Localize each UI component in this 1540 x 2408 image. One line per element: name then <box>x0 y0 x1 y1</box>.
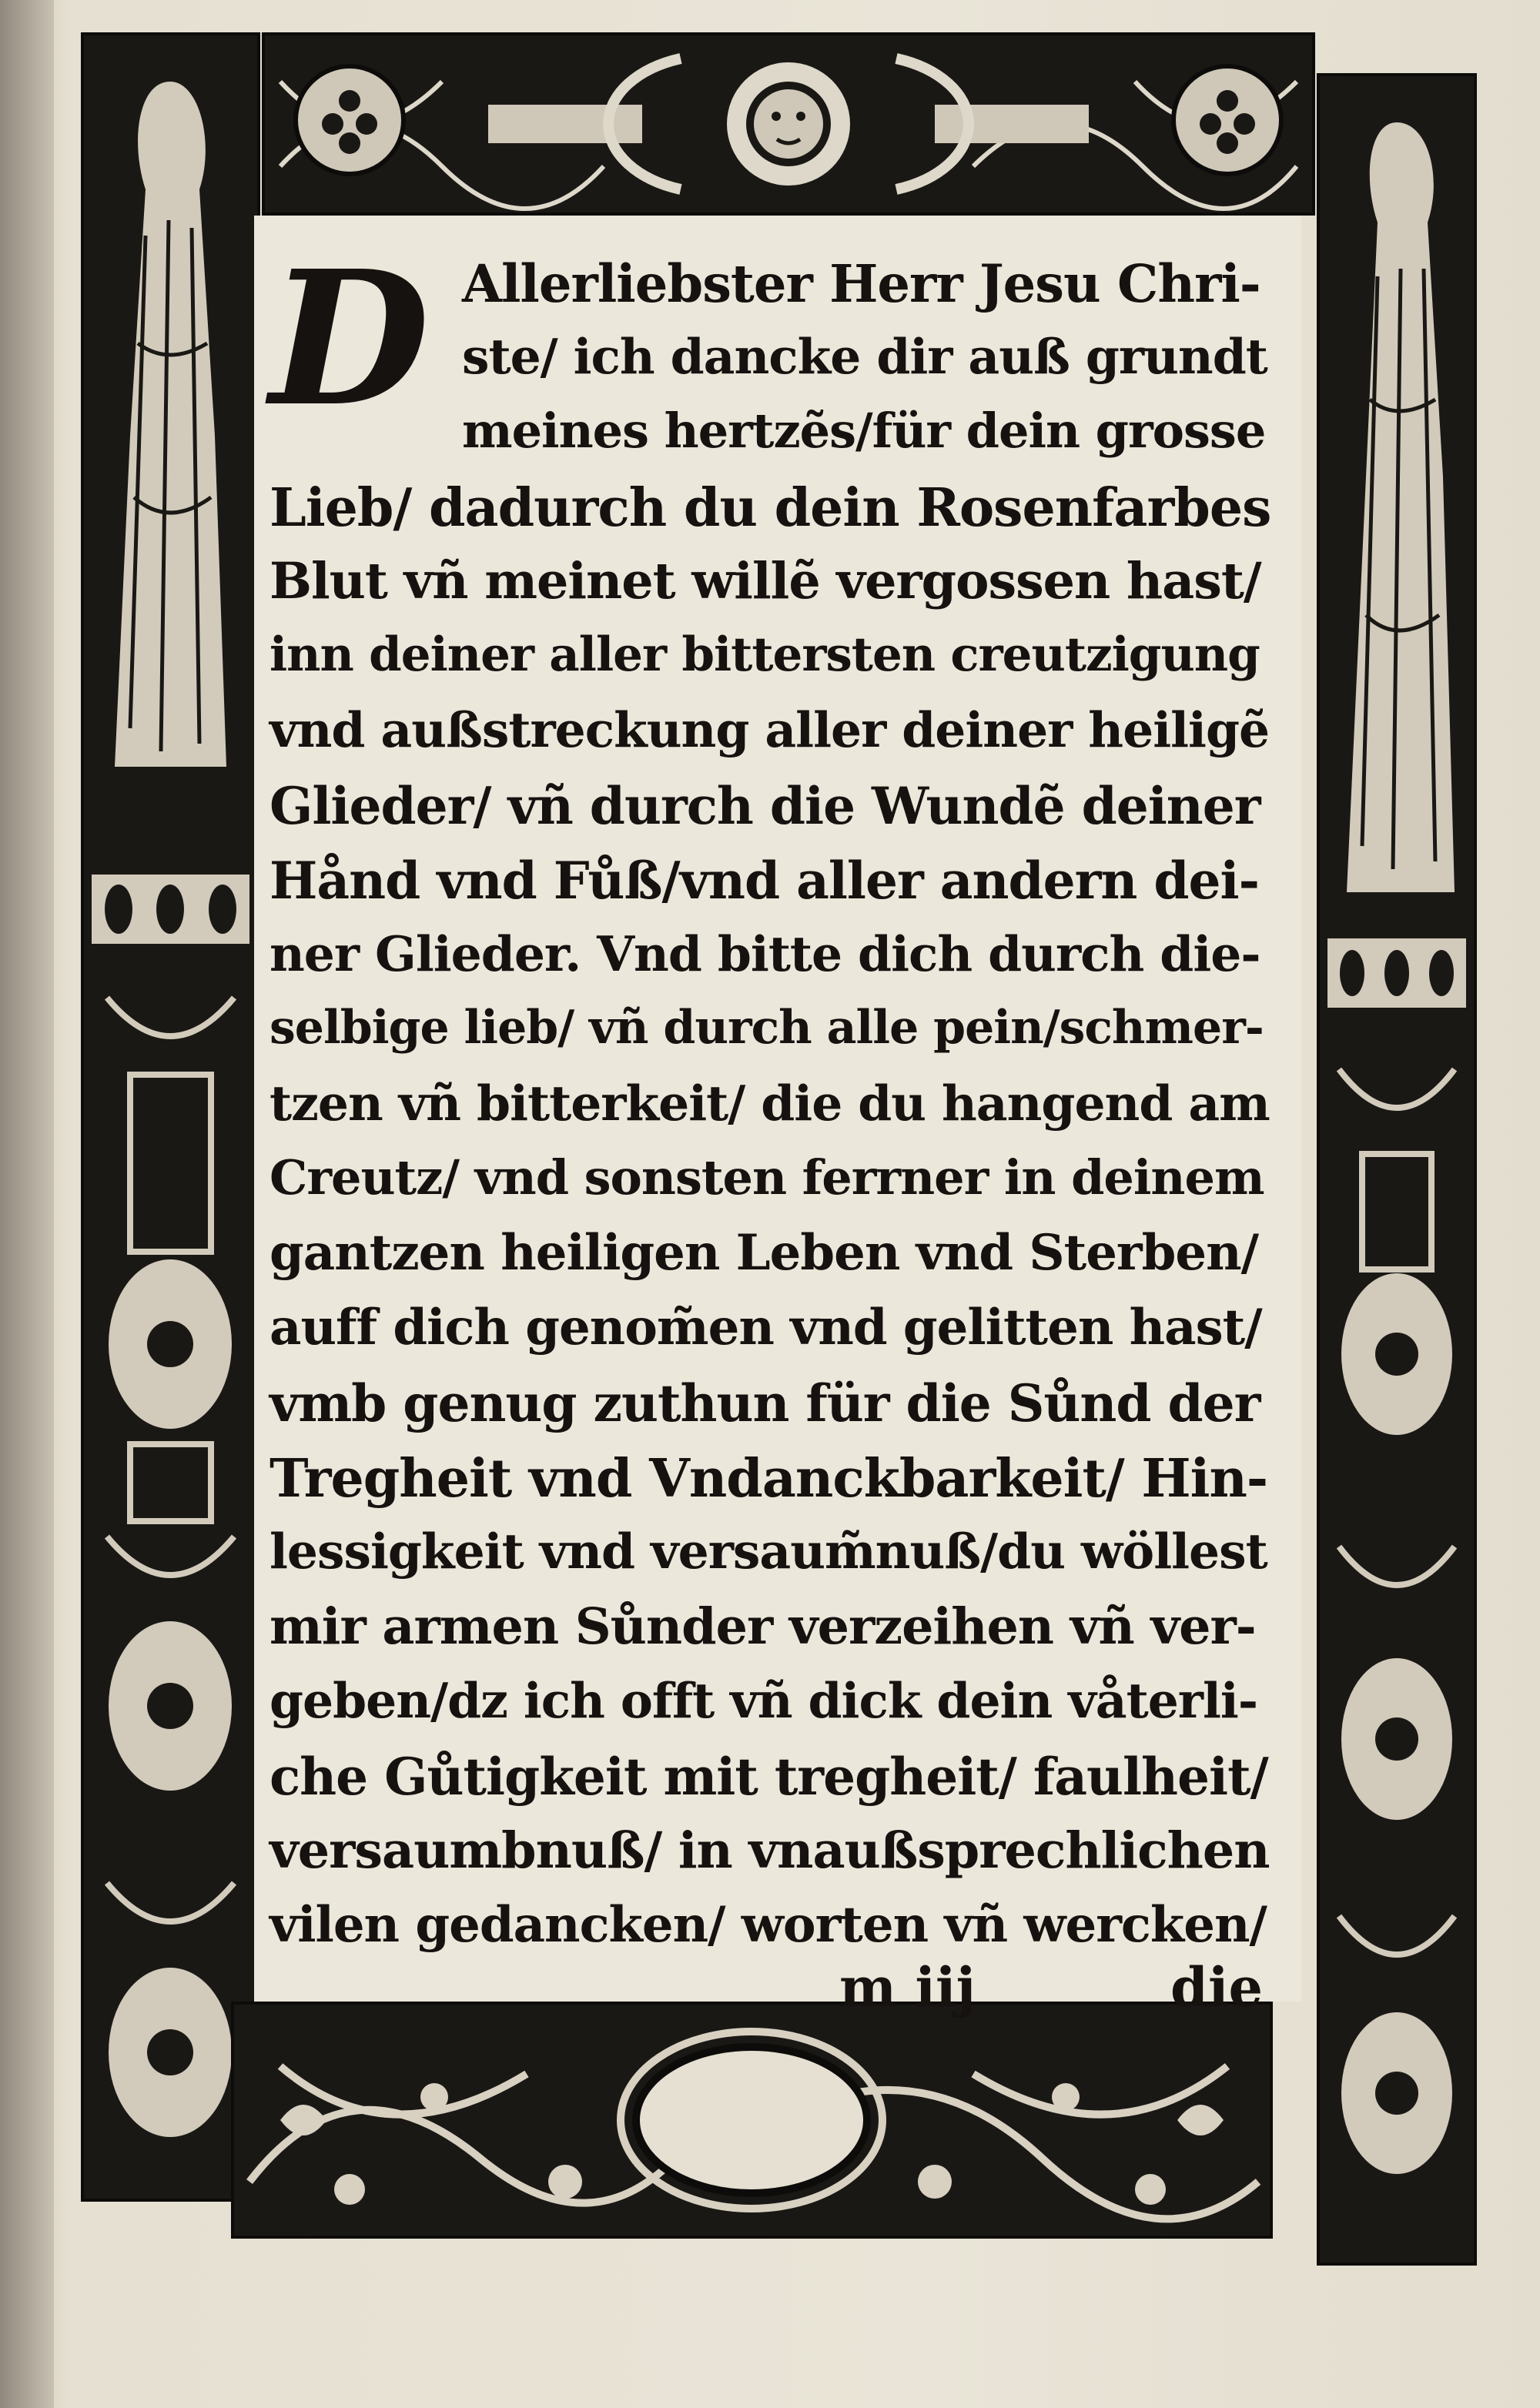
text-line: auff dich genom̃en vnd gelitten hast/ <box>270 1299 1262 1356</box>
text-line: selbige lieb/ vñ durch alle pein/schmer- <box>270 1001 1264 1055</box>
catchword: die <box>1170 1955 1264 2019</box>
text-line: Hånd vnd Fůß/vnd aller andern dei- <box>270 851 1259 911</box>
text-line: vmb genug zuthun für die Sůnd der <box>270 1373 1260 1433</box>
signature-mark: m iij <box>839 1955 976 2019</box>
text-line: che Gůtigkeit mit tregheit/ faulheit/ <box>270 1747 1268 1807</box>
text-line: ste/ ich dancke dir auß grundt <box>462 328 1267 385</box>
text-line: inn deiner aller bittersten creutzigung <box>270 627 1260 682</box>
text-line: Lieb/ dadurch du dein Rosenfarbes <box>270 477 1271 539</box>
text-line: tzen vñ bitterkeit/ die du hangend am <box>270 1075 1270 1132</box>
decorated-initial: D <box>270 230 430 447</box>
saint-column-ornament-icon <box>1320 76 1474 2263</box>
text-line: geben/dz ich offt vñ dick dein våterli- <box>270 1672 1258 1729</box>
text-line: Tregheit vnd Vndanckbarkeit/ Hin- <box>270 1448 1268 1510</box>
text-line: Blut vñ meinet willẽ vergossen hast/ <box>270 552 1261 610</box>
right-woodcut-border <box>1317 73 1477 2266</box>
text-line: versaumbnuß/ in vnaußsprechlichen <box>270 1821 1270 1880</box>
text-line: vilen gedancken/ worten vñ wercken/ <box>270 1896 1267 1954</box>
text-line: Glieder/ vñ durch die Wundẽ deiner <box>270 776 1260 836</box>
text-line: lessigkeit vnd versaum̃nuß/du wöllest <box>270 1523 1267 1580</box>
bottom-woodcut-border <box>231 2002 1273 2239</box>
top-woodcut-border <box>262 32 1315 216</box>
text-line: Allerliebster Herr Jesu Chri- <box>462 253 1260 314</box>
sun-moon-ornament-icon <box>265 35 1312 212</box>
left-woodcut-border <box>81 32 260 2202</box>
text-line: Creutz/ vnd sonsten ferrner in deinem <box>270 1149 1264 1206</box>
foliage-cartouche-ornament-icon <box>234 2005 1270 2236</box>
text-line: meines hertzẽs/für dein grosse <box>462 403 1266 459</box>
text-line: ner Glieder. Vnd bitte dich durch die- <box>270 925 1260 982</box>
text-line: gantzen heiligen Leben vnd Sterben/ <box>270 1224 1258 1282</box>
prophet-column-ornament-icon <box>84 35 257 2199</box>
text-line: mir armen Sůnder verzeihen vñ ver- <box>270 1597 1256 1656</box>
page-gutter-shadow <box>0 0 54 2408</box>
text-line: vnd außstreckung aller deiner heiligẽ <box>270 701 1270 758</box>
